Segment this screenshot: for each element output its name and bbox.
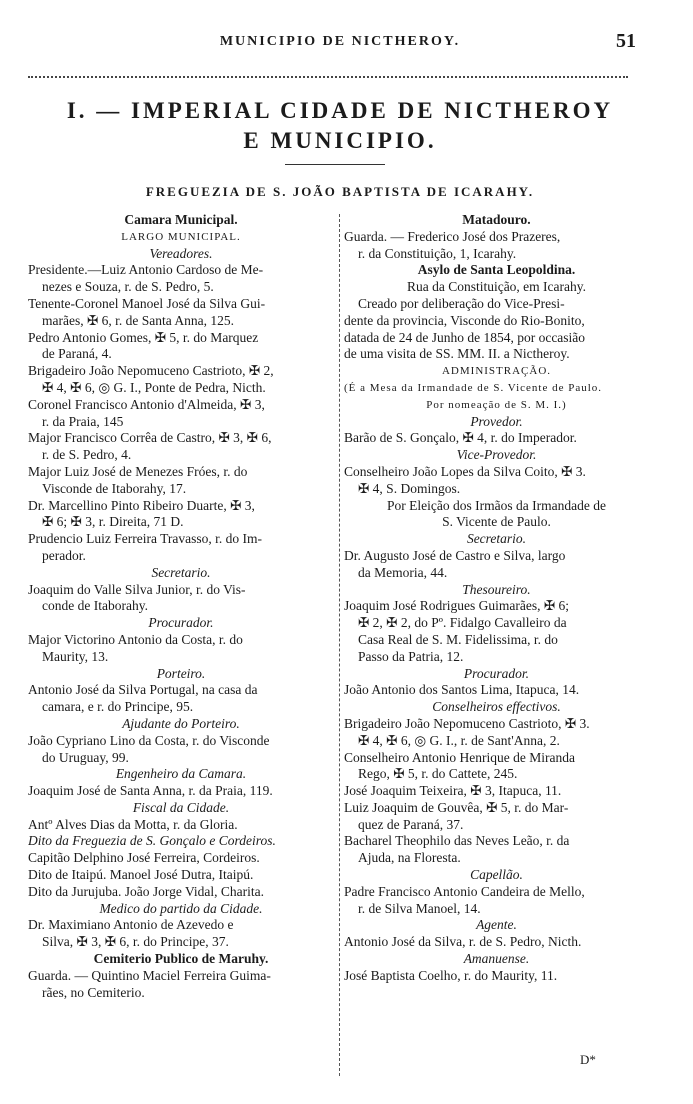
text-line: Barão de S. Gonçalo, ✠ 4, r. do Imperador. [344, 430, 577, 446]
text-line: de Paraná, 4. [42, 346, 112, 362]
text-line: rães, no Cemiterio. [42, 984, 145, 1000]
text-line: (É a Mesa da Irmandade de S. Vicente de Paulo. [344, 381, 603, 394]
text-line: camara, e r. do Principe, 95. [42, 699, 194, 715]
text-line: perador. [42, 547, 86, 563]
text-line: Presidente.—Luiz Antonio Cardoso de Me- [28, 262, 264, 278]
page-number: 51 [616, 30, 636, 52]
text-line: Visconde de Itaborahy, 17. [42, 480, 187, 496]
text-line: Tenente-Coronel Manoel José da Silva Gui- [28, 295, 266, 311]
text-line: Dr. Marcellino Pinto Ribeiro Duarte, ✠ 3, [28, 497, 255, 513]
text-line: LARGO MUNICIPAL. [121, 230, 241, 243]
text-line: ✠ 6; ✠ 3, r. Direita, 71 D. [42, 514, 184, 530]
title-line-1: I. — IMPERIAL CIDADE DE NICTHEROY [66, 98, 614, 123]
text-line: Joaquim José de Santa Anna, r. da Praia, 119. [28, 783, 273, 799]
text-line: Por nomeação de S. M. I.) [426, 398, 567, 411]
text-line: José Joaquim Teixeira, ✠ 3, Itapuca, 11. [344, 783, 562, 799]
text-line: Maurity, 13. [42, 648, 109, 664]
text-line: r. da Constituição, 1, Icarahy. [358, 245, 517, 261]
text-line: Por Eleição dos Irmãos da Irmandade de [387, 497, 606, 513]
text-line: ✠ 4, S. Domingos. [358, 480, 461, 496]
text-line: Dito da Freguezia de S. Gonçalo e Cordeiros. [28, 833, 276, 849]
text-line: Pedro Antonio Gomes, ✠ 5, r. do Marquez [28, 329, 259, 345]
text-line: Conselheiro Antonio Henrique de Miranda [344, 749, 575, 765]
text-line: Brigadeiro João Nepomuceno Castrioto, ✠ 3. [344, 715, 590, 731]
text-line: ADMINISTRAÇÃO. [441, 365, 552, 378]
text-line: Agente. [476, 917, 517, 933]
text-line: Conselheiro João Lopes da Silva Coito, ✠ 3. [344, 463, 586, 479]
text-line: Antº Alves Dias da Motta, r. da Gloria. [28, 816, 238, 832]
text-line: Ajuda, na Floresta. [358, 850, 461, 866]
text-line: Prudencio Luiz Ferreira Travasso, r. do Im- [28, 531, 262, 547]
right-column [344, 212, 649, 985]
text-line: Matadouro. [462, 212, 531, 227]
text-line: Amanuense. [463, 951, 530, 967]
text-line: Luiz Joaquim de Gouvêa, ✠ 5, r. do Mar- [344, 799, 569, 815]
text-line: ✠ 2, ✠ 2, do Pº. Fidalgo Cavalleiro da [358, 615, 567, 631]
text-line: Antonio José da Silva, r. de S. Pedro, Nicth. [344, 934, 582, 950]
running-head: MUNICIPIO DE NICTHEROY. [219, 34, 461, 49]
text-line: Conselheiros effectivos. [432, 699, 561, 715]
text-line: Guarda. — Quintino Maciel Ferreira Guima- [28, 967, 271, 983]
signature-mark: D* [580, 1052, 596, 1067]
text-line: Guarda. — Frederico José dos Prazeres, [344, 228, 561, 244]
text-line: quez de Paraná, 37. [358, 816, 464, 832]
text-line: Passo da Patria, 12. [358, 648, 464, 664]
text-line: Porteiro. [156, 665, 206, 681]
text-line: Ajudante do Porteiro. [122, 715, 240, 731]
text-line: Brigadeiro João Nepomuceno Castrioto, ✠ 2, [28, 363, 274, 379]
text-line: José Baptista Coelho, r. do Maurity, 11. [344, 967, 558, 983]
text-line: Antonio José da Silva Portugal, na casa da [28, 682, 258, 698]
text-line: Medico do partido da Cidade. [99, 900, 263, 916]
text-line: Major Victorino Antonio da Costa, r. do [28, 631, 243, 647]
page-title [60, 96, 620, 156]
text-line: Joaquim José Rodrigues Guimarães, ✠ 6; [344, 598, 570, 614]
text-line: Asylo de Santa Leopoldina. [417, 262, 576, 278]
text-line: Fiscal da Cidade. [132, 799, 230, 815]
text-line: Procurador. [463, 665, 530, 681]
text-line: Dr. Maximiano Antonio de Azevedo e [28, 917, 234, 933]
text-line: S. Vicente de Paulo. [442, 514, 551, 530]
text-line: conde de Itaborahy. [42, 598, 148, 614]
text-line: Silva, ✠ 3, ✠ 6, r. do Principe, 37. [42, 934, 229, 950]
text-line: Bacharel Theophilo das Neves Leão, r. da [344, 833, 570, 849]
text-line: Major Francisco Corrêa de Castro, ✠ 3, ✠ 6, [28, 430, 272, 446]
text-line: r. de S. Pedro, 4. [42, 447, 132, 463]
text-line: Secretario. [466, 531, 527, 547]
text-line: Capitão Delphino José Ferreira, Cordeiros. [28, 850, 260, 866]
text-line: r. da Praia, 145 [42, 413, 124, 429]
text-line: Dr. Augusto José de Castro e Silva, largo [344, 547, 566, 563]
text-line: Creado por deliberação do Vice-Presi- [358, 295, 565, 311]
text-line: Rua da Constituição, em Icarahy. [406, 279, 587, 295]
text-line: Capellão. [470, 867, 523, 883]
text-line: Dito de Itaipú. Manoel José Dutra, Itaipú. [28, 867, 254, 883]
text-line: Provedor. [470, 413, 523, 429]
text-line: Engenheiro da Camara. [115, 766, 247, 782]
left-column [28, 212, 334, 1001]
text-line: Joaquim do Valle Silva Junior, r. do Vis- [28, 581, 246, 597]
text-line: Camara Municipal. [124, 212, 238, 227]
text-line: Casa Real de S. M. Fidelissima, r. do [358, 631, 558, 647]
text-line: datada de 24 de Junho de 1854, por occasião [344, 329, 586, 345]
text-line: Major Luiz José de Menezes Fróes, r. do [28, 463, 248, 479]
column-divider [339, 214, 340, 1076]
text-line: ✠ 4, ✠ 6, ◎ G. I., Ponte de Pedra, Nicth. [42, 379, 266, 395]
text-line: r. de Silva Manoel, 14. [358, 900, 481, 916]
text-line: Vereadores. [149, 245, 213, 261]
text-line: Procurador. [148, 615, 214, 631]
text-line: nezes e Souza, r. de S. Pedro, 5. [42, 279, 214, 295]
text-line: Dito da Jurujuba. João Jorge Vidal, Charita. [28, 883, 265, 899]
text-line: Vice-Provedor. [456, 447, 537, 463]
text-line: de uma visita de SS. MM. II. a Nictheroy. [344, 346, 570, 362]
text-line: Rego, ✠ 5, r. do Cattete, 245. [358, 766, 518, 782]
text-line: do Uruguay, 99. [42, 749, 129, 765]
text-line: João Cypriano Lino da Costa, r. do Visconde [28, 732, 270, 748]
text-line: ✠ 4, ✠ 6, ◎ G. I., r. de Sant'Anna, 2. [358, 732, 560, 748]
text-line: Coronel Francisco Antonio d'Almeida, ✠ 3, [28, 396, 265, 412]
text-line: dente da provincia, Visconde do Rio-Bonito, [344, 312, 585, 328]
text-line: Secretario. [151, 564, 211, 580]
title-line-2: E MUNICIPIO. [243, 128, 437, 153]
text-line: da Memoria, 44. [358, 564, 448, 580]
text-line: Padre Francisco Antonio Candeira de Mello, [344, 883, 585, 899]
title-rule [285, 164, 385, 165]
text-line: marães, ✠ 6, r. de Santa Anna, 125. [42, 312, 235, 328]
text-line: Cemiterio Publico de Maruhy. [93, 951, 269, 967]
top-rule [28, 76, 628, 78]
section-subtitle: FREGUEZIA DE S. JOÃO BAPTISTA DE ICARAHY. [145, 184, 535, 199]
text-line: João Antonio dos Santos Lima, Itapuca, 14. [344, 682, 580, 698]
text-line: Thesoureiro. [462, 581, 531, 597]
